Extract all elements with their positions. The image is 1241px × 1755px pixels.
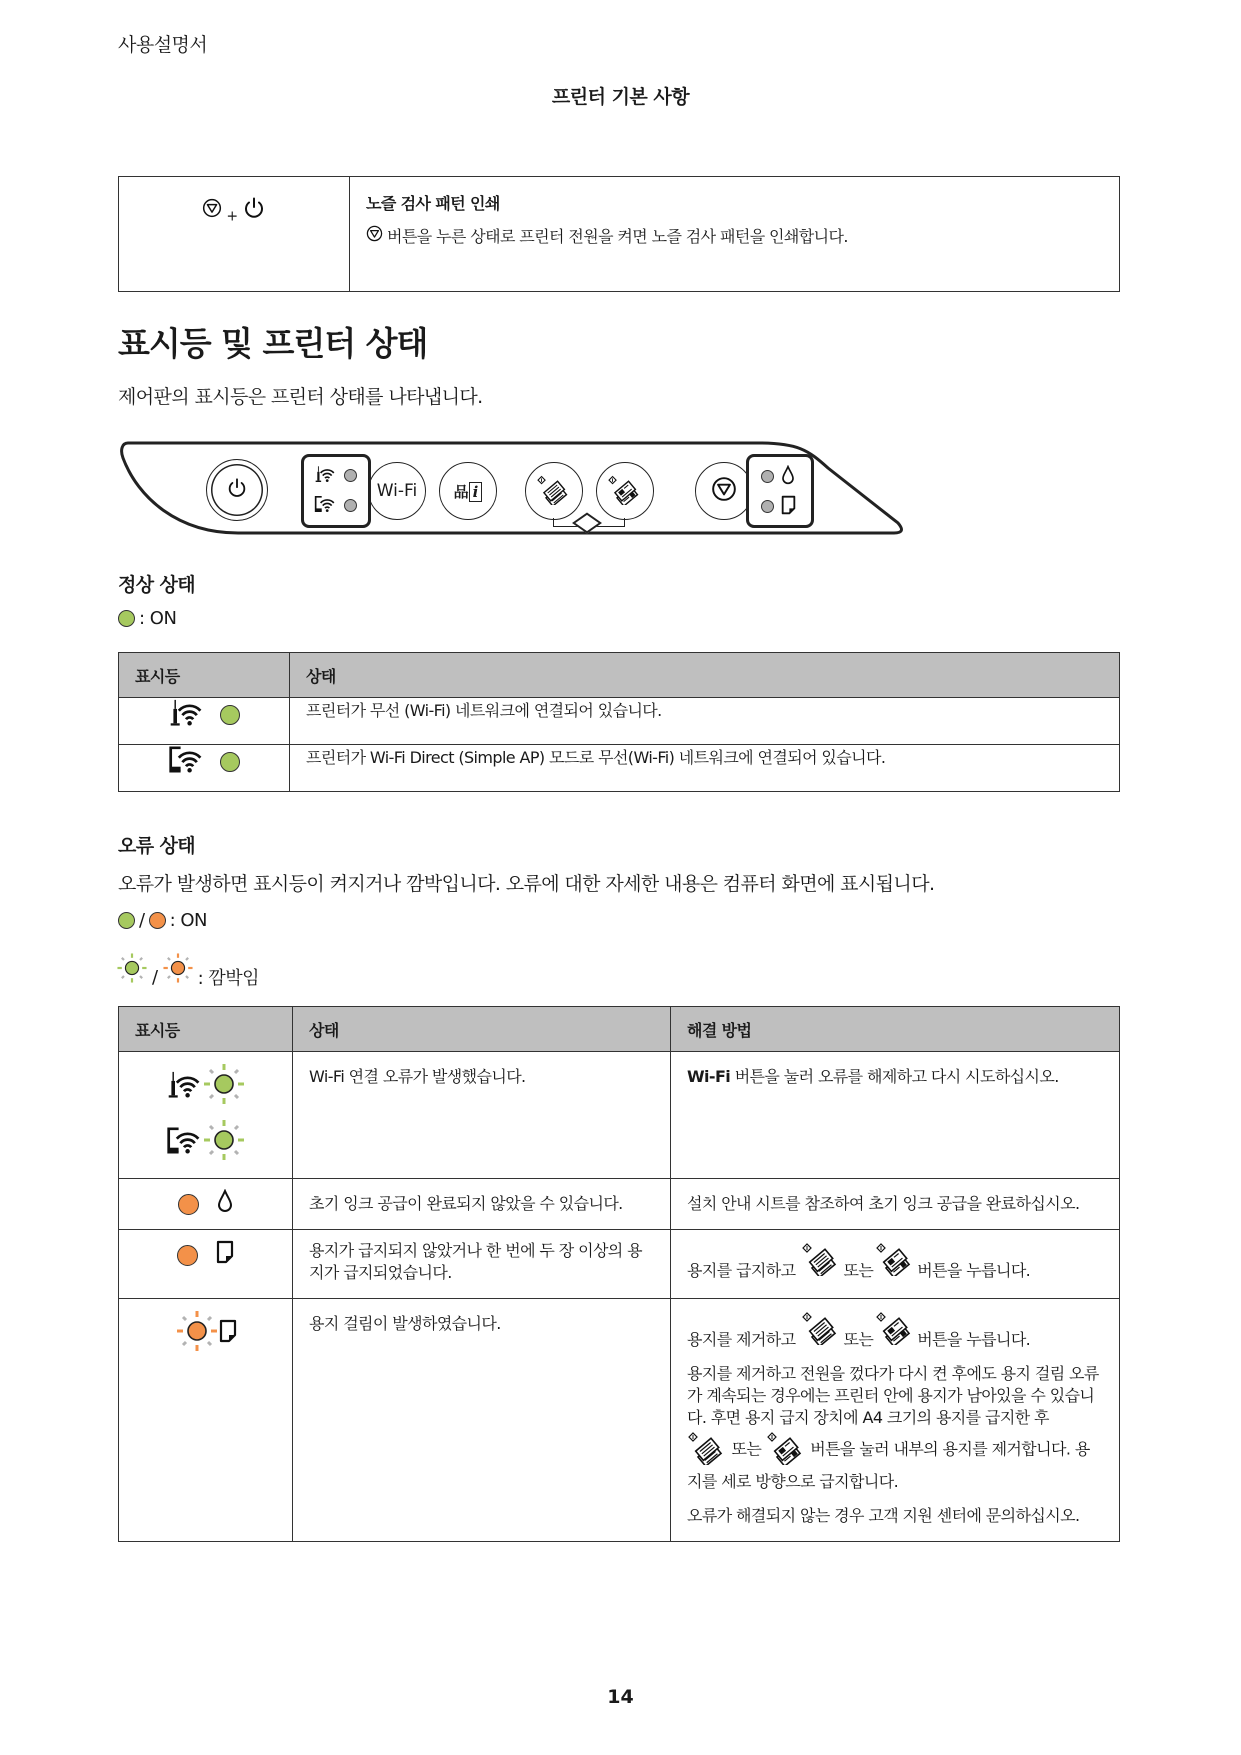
combo-title: 노즐 검사 패턴 인쇄 [366,194,500,213]
error-blink-legend [116,950,259,990]
normal-status-table [118,652,1120,792]
green-light-icon [220,752,240,772]
network-lights-group [301,454,371,528]
orange-light-icon [177,1245,198,1266]
table-row [119,1179,1120,1230]
wifi-router-icon [166,1070,202,1105]
status-cell: 초기 잉크 공급이 완료되지 않았을 수 있습니다. [293,1179,671,1230]
section-header: 프린터 기본 사항 [551,86,690,108]
solution-cell: 설치 안내 시트를 참조하여 초기 잉크 공급을 완료하십시오. [671,1179,1120,1230]
status-cell: 용지가 급지되지 않았거나 한 번에 두 장 이상의 용지가 급지되었습니다. [293,1230,671,1299]
column-header-light: 표시등 [119,653,290,698]
light-cell [119,1230,293,1299]
wifi-light [344,469,357,482]
stop-button[interactable] [695,462,753,520]
green-blink-icon [202,1118,246,1168]
table-header-row [119,1007,1120,1052]
solution-line [687,1240,1103,1282]
light-cell [119,1179,293,1230]
combo-icon-cell [119,177,350,292]
green-light-icon [220,705,240,725]
green-light-icon [118,610,135,627]
solution-text: 버튼을 누릅니다. [917,1261,1031,1280]
bw-copy-icon [536,473,572,509]
wifi-direct-light [344,499,357,512]
light-cell [119,1299,293,1542]
solution-text: 용지를 제거하고 전원을 껐다가 다시 켠 후에도 용지 걸림 오류가 계속되는 경우에는 프린터 안에 용지가 남아있을 수 있습니다. 후면 용지 급지 장치에 A4 크기의 용지를 급지한 후 [687,1364,1099,1427]
orange-light-icon [178,1194,199,1215]
solution-text: 또는 [843,1330,874,1349]
wifi-blink-indicator [119,1062,292,1112]
color-copy-icon [875,1240,915,1282]
wifi-button-reference: Wi-Fi [687,1067,731,1086]
green-light-icon [118,912,135,929]
paper-icon [781,495,796,519]
solution-text: 버튼을 누릅니다. [917,1330,1031,1349]
table-row [119,1052,1120,1179]
network-status-button[interactable] [439,462,497,520]
status-cell: 프린터가 무선 (Wi-Fi) 네트워크에 연결되어 있습니다. [290,698,1120,745]
normal-status-heading: 정상 상태 [118,574,196,596]
solution-text: 또는 [843,1261,874,1280]
ink-drop-icon [217,1189,233,1219]
solution-paragraph [687,1363,1103,1493]
paper-light [761,500,774,513]
solution-text: 용지를 제거하고 [687,1330,796,1349]
table-row [119,1230,1120,1299]
color-copy-icon [607,473,643,509]
wifi-direct-icon [166,1126,202,1161]
ink-drop-icon [781,465,795,489]
table-row [119,698,1120,745]
paper-icon [216,1240,234,1270]
table-row [119,745,1120,792]
column-header-solution: 해결 방법 [671,1007,1120,1052]
column-header-status: 상태 [290,653,1120,698]
wifi-direct-icon [168,745,204,778]
status-cell: 용지 걸림이 발생하였습니다. [293,1299,671,1542]
solution-text: 또는 [731,1439,762,1459]
solution-line [687,1309,1103,1351]
light-cell [119,1052,293,1179]
table-header-row [119,653,1120,698]
light-cell [119,698,290,745]
section-intro: 제어판의 표시등은 프린터 상태를 나타냅니다. [118,386,483,408]
solution-cell [671,1230,1120,1299]
legend-blink-text: : 깜박임 [197,968,260,989]
wifi-router-icon [314,465,336,487]
stop-icon [711,476,737,506]
solution-cell [671,1299,1120,1542]
page-number: 14 [607,1686,634,1708]
wifi-direct-blink-indicator [119,1118,292,1168]
color-copy-button[interactable] [596,462,654,520]
wifi-button[interactable] [368,462,426,520]
power-icon [242,195,266,225]
legend-separator: / [152,966,158,988]
bw-copy-icon [687,1429,727,1471]
bw-copy-button[interactable] [525,462,583,520]
combo-description-text: 버튼을 누른 상태로 프린터 전원을 켜면 노즐 검사 패턴을 인쇄합니다. [387,227,848,246]
error-status-table [118,1006,1120,1542]
wifi-button-label: Wi-Fi [376,481,418,501]
orange-blink-icon [162,952,194,989]
solution-paragraph: 오류가 해결되지 않는 경우 고객 지원 센터에 문의하십시오. [687,1506,1080,1525]
legend-on-text: : ON [139,608,177,629]
page-title: 표시등 및 프린터 상태 [118,324,428,363]
status-cell: Wi-Fi 연결 오류가 발생했습니다. [293,1052,671,1179]
paper-icon [219,1319,237,1349]
stop-icon [202,198,222,222]
error-on-legend [118,910,207,931]
paper-jam-indicator [119,1309,292,1359]
document-title: 사용설명서 [118,34,208,56]
solution-text: 버튼을 눌러 오류를 해제하고 다시 시도하십시오. [730,1067,1059,1086]
error-status-intro: 오류가 발생하면 표시등이 켜지거나 깜박입니다. 오류에 대한 자세한 내용은 컴퓨터 화면에 표시됩니다. [118,873,935,895]
table-row [119,1299,1120,1542]
wifi-direct-icon [314,495,336,517]
solution-text: 용지를 급지하고 [687,1261,796,1280]
color-copy-icon [875,1309,915,1351]
ink-light [761,470,774,483]
stop-icon [366,225,383,246]
power-icon [226,476,248,504]
legend-on-text: : ON [169,910,207,931]
ink-paper-lights-group [746,454,814,528]
color-copy-icon [766,1429,806,1471]
error-status-heading: 오류 상태 [118,835,196,857]
column-header-status: 상태 [293,1007,671,1052]
normal-legend [118,608,176,629]
green-blink-icon [202,1062,246,1112]
orange-blink-icon [175,1309,219,1359]
orange-light-icon [149,912,166,929]
button-combination-table [118,176,1120,292]
combo-description-cell [350,177,1120,292]
light-cell [119,745,290,792]
network-info-icon: 品 i [454,481,483,502]
table-row [119,177,1120,292]
plus-icon: + [226,208,238,225]
status-cell: 프린터가 Wi-Fi Direct (Simple AP) 모드로 무선(Wi-Fi) 네트워크에 연결되어 있습니다. [290,745,1120,792]
bw-copy-icon [801,1240,841,1282]
wifi-router-icon [168,698,204,731]
solution-text: 버튼을 눌러 내부의 용지를 제거합니다. 용지를 세로 방향으로 급지합니다. [687,1439,1090,1491]
column-header-light: 표시등 [119,1007,293,1052]
solution-cell [671,1052,1120,1179]
green-blink-icon [116,952,148,989]
combo-description [366,224,1103,247]
bw-copy-icon [801,1309,841,1351]
legend-separator: / [139,910,145,931]
power-button[interactable] [206,459,268,521]
